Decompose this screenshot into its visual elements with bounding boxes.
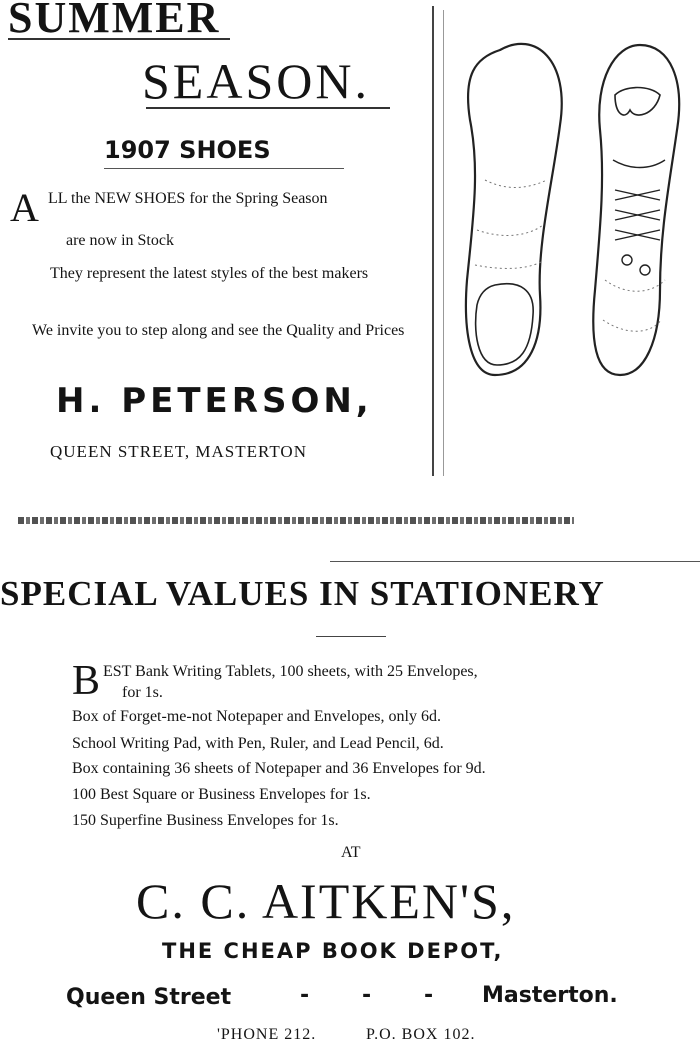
decorative-divider [18,517,574,524]
drop-cap: A [10,185,39,230]
column-divider [432,6,434,476]
column-divider [443,10,444,476]
address-town: Masterton. [482,983,618,1008]
address-dash: - [362,983,372,1008]
list-item: Box containing 36 sheets of Notepaper and 36 Envelopes for 9d. [72,760,486,777]
merchant-name: H. PETERSON, [56,381,373,421]
po-box: P.O. BOX 102. [366,1026,476,1043]
phone-number: 'PHONE 212. [217,1026,317,1043]
address-dash: - [300,983,310,1008]
list-item: EST Bank Writing Tablets, 100 sheets, with 25 Envelopes, [103,663,478,680]
ad-heading-summer: SUMMER [8,0,221,42]
ad-year-line: 1907 SHOES [104,136,271,164]
merchant-subtitle: THE CHEAP BOOK DEPOT, [162,939,504,963]
heading-underline [146,107,390,109]
shoe-upper-icon [593,45,679,375]
merchant-address: QUEEN STREET, MASTERTON [50,442,307,461]
list-item: 100 Best Square or Business Envelopes for 1s. [72,786,371,803]
merchant-name: C. C. AITKEN'S, [136,873,516,929]
list-item: School Writing Pad, with Pen, Ruler, and Lead Pencil, 6d. [72,735,444,752]
ad-body-line: We invite you to step along and see the Quality and Prices [32,322,405,339]
hairline-divider [330,561,700,562]
ad-body-line: They represent the latest styles of the best makers [50,265,369,282]
shoe-sole-icon [466,44,562,375]
ad-body-line: LL the NEW SHOES for the Spring Season [48,190,328,207]
at-label: AT [341,844,361,861]
pair-of-shoes-icon [455,30,690,390]
list-item: Box of Forget-me-not Notepaper and Envelopes, only 6d. [72,708,441,725]
drop-cap: B [72,658,101,704]
address-street: Queen Street [66,985,232,1010]
ad-heading-season: SEASON. [142,53,370,109]
list-item: 150 Superfine Business Envelopes for 1s. [72,812,339,829]
ad-body-line: are now in Stock [66,232,174,249]
heading-underline [8,38,230,40]
year-underline [104,168,344,169]
ad-title: SPECIAL VALUES IN STATIONERY [0,574,605,613]
title-rule [316,636,386,637]
list-item-continuation: for 1s. [122,684,163,701]
address-dash: - [424,983,434,1008]
